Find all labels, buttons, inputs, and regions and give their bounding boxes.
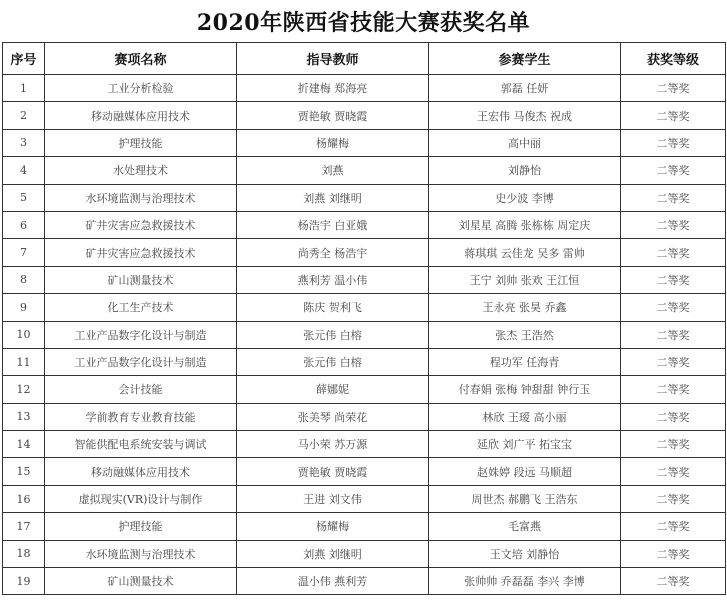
cell-event: 工业产品数字化设计与制造 [45, 321, 237, 348]
table-body [3, 75, 726, 595]
cell-students: 高中丽 [429, 129, 621, 156]
cell-students: 程功军 任海青 [429, 348, 621, 375]
cell-students: 赵姝婷 段远 马顺超 [429, 458, 621, 485]
cell-award: 二等奖 [621, 513, 726, 540]
cell-number: 18 [3, 540, 45, 567]
cell-event: 移动融媒体应用技术 [45, 458, 237, 485]
cell-teachers: 刘燕 刘继明 [237, 540, 429, 567]
cell-award: 二等奖 [621, 211, 726, 238]
cell-award: 二等奖 [621, 266, 726, 293]
cell-number: 2 [3, 102, 45, 129]
cell-students: 周世杰 郝鹏飞 王浩东 [429, 485, 621, 512]
cell-teachers: 刘燕 刘继明 [237, 184, 429, 211]
cell-teachers: 折建梅 郑海亮 [237, 75, 429, 102]
cell-number: 13 [3, 403, 45, 430]
cell-event: 矿井灾害应急救援技术 [45, 211, 237, 238]
cell-award: 二等奖 [621, 129, 726, 156]
cell-award: 二等奖 [621, 376, 726, 403]
cell-students: 郭磊 任妍 [429, 75, 621, 102]
cell-number: 3 [3, 129, 45, 156]
cell-students: 毛富燕 [429, 513, 621, 540]
cell-teachers: 杨浩宇 白亚娥 [237, 211, 429, 238]
cell-teachers: 杨耀梅 [237, 129, 429, 156]
column-header-students: 参赛学生 [429, 43, 621, 75]
cell-number: 16 [3, 485, 45, 512]
cell-students: 刘静怡 [429, 157, 621, 184]
cell-teachers: 燕利芳 温小伟 [237, 266, 429, 293]
cell-award: 二等奖 [621, 321, 726, 348]
cell-students: 王宁 刘帅 张欢 王江恒 [429, 266, 621, 293]
cell-students: 史少波 李博 [429, 184, 621, 211]
cell-teachers: 刘燕 [237, 157, 429, 184]
cell-number: 10 [3, 321, 45, 348]
cell-students: 王宏伟 马俊杰 祝成 [429, 102, 621, 129]
cell-students: 林欣 王瑷 高小丽 [429, 403, 621, 430]
cell-number: 14 [3, 431, 45, 458]
table-row [3, 129, 726, 156]
award-table [2, 42, 726, 595]
cell-event: 水环境监测与治理技术 [45, 540, 237, 567]
table-row [3, 513, 726, 540]
cell-award: 二等奖 [621, 568, 726, 595]
table-row [3, 321, 726, 348]
cell-teachers: 温小伟 燕利芳 [237, 568, 429, 595]
cell-teachers: 张元伟 白榕 [237, 321, 429, 348]
table-row [3, 485, 726, 512]
cell-students: 延欣 刘广平 拓宝宝 [429, 431, 621, 458]
cell-students: 张帅帅 乔磊磊 李兴 李博 [429, 568, 621, 595]
table-row [3, 540, 726, 567]
table-row [3, 348, 726, 375]
column-header-number: 序号 [3, 43, 45, 75]
cell-teachers: 贾艳敏 贾晓霞 [237, 458, 429, 485]
column-header-teachers: 指导教师 [237, 43, 429, 75]
cell-event: 工业分析检验 [45, 75, 237, 102]
cell-students: 付春娟 张梅 钟甜甜 钟行玉 [429, 376, 621, 403]
cell-award: 二等奖 [621, 75, 726, 102]
cell-number: 6 [3, 211, 45, 238]
cell-event: 工业产品数字化设计与制造 [45, 348, 237, 375]
cell-number: 12 [3, 376, 45, 403]
table-row [3, 211, 726, 238]
cell-students: 刘星星 高腾 张栋栋 周定庆 [429, 211, 621, 238]
cell-number: 19 [3, 568, 45, 595]
cell-event: 矿井灾害应急救援技术 [45, 239, 237, 266]
cell-students: 蒋琪琪 云佳龙 吴多 雷帅 [429, 239, 621, 266]
cell-event: 智能供配电系统安装与调试 [45, 431, 237, 458]
table-row [3, 75, 726, 102]
cell-event: 移动融媒体应用技术 [45, 102, 237, 129]
cell-teachers: 贾艳敏 贾晓霞 [237, 102, 429, 129]
cell-number: 11 [3, 348, 45, 375]
cell-event: 矿山测量技术 [45, 266, 237, 293]
table-row [3, 403, 726, 430]
table-row [3, 431, 726, 458]
cell-teachers: 张美琴 尚荣花 [237, 403, 429, 430]
cell-event: 护理技能 [45, 129, 237, 156]
cell-award: 二等奖 [621, 458, 726, 485]
cell-award: 二等奖 [621, 294, 726, 321]
cell-event: 护理技能 [45, 513, 237, 540]
table-row [3, 157, 726, 184]
cell-teachers: 尚秀全 杨浩宇 [237, 239, 429, 266]
table-row [3, 568, 726, 595]
cell-award: 二等奖 [621, 102, 726, 129]
cell-teachers: 马小荣 苏万源 [237, 431, 429, 458]
cell-teachers: 王进 刘文伟 [237, 485, 429, 512]
cell-number: 17 [3, 513, 45, 540]
cell-teachers: 杨耀梅 [237, 513, 429, 540]
cell-teachers: 陈庆 贺利飞 [237, 294, 429, 321]
column-header-award: 获奖等级 [621, 43, 726, 75]
table-row [3, 102, 726, 129]
cell-award: 二等奖 [621, 431, 726, 458]
cell-award: 二等奖 [621, 239, 726, 266]
cell-teachers: 薛娜妮 [237, 376, 429, 403]
table-row [3, 184, 726, 211]
table-header [3, 43, 726, 75]
cell-award: 二等奖 [621, 184, 726, 211]
page-title: 2020年陕西省技能大赛获奖名单 [196, 10, 531, 36]
cell-award: 二等奖 [621, 403, 726, 430]
cell-event: 会计技能 [45, 376, 237, 403]
table-row [3, 458, 726, 485]
table-row [3, 266, 726, 293]
cell-number: 4 [3, 157, 45, 184]
cell-number: 7 [3, 239, 45, 266]
cell-number: 9 [3, 294, 45, 321]
cell-students: 王永亮 张昊 乔鑫 [429, 294, 621, 321]
cell-number: 5 [3, 184, 45, 211]
cell-event: 化工生产技术 [45, 294, 237, 321]
cell-event: 矿山测量技术 [45, 568, 237, 595]
cell-number: 1 [3, 75, 45, 102]
cell-event: 学前教育专业教育技能 [45, 403, 237, 430]
cell-number: 8 [3, 266, 45, 293]
cell-teachers: 张元伟 白榕 [237, 348, 429, 375]
cell-students: 张杰 王浩然 [429, 321, 621, 348]
cell-event: 水环境监测与治理技术 [45, 184, 237, 211]
cell-number: 15 [3, 458, 45, 485]
table-row [3, 239, 726, 266]
cell-award: 二等奖 [621, 540, 726, 567]
header-row [3, 43, 726, 75]
cell-students: 王文培 刘静怡 [429, 540, 621, 567]
cell-award: 二等奖 [621, 485, 726, 512]
cell-award: 二等奖 [621, 157, 726, 184]
table-row [3, 376, 726, 403]
column-header-event: 赛项名称 [45, 43, 237, 75]
table-row [3, 294, 726, 321]
cell-event: 水处理技术 [45, 157, 237, 184]
cell-event: 虚拟现实(VR)设计与制作 [45, 485, 237, 512]
cell-award: 二等奖 [621, 348, 726, 375]
